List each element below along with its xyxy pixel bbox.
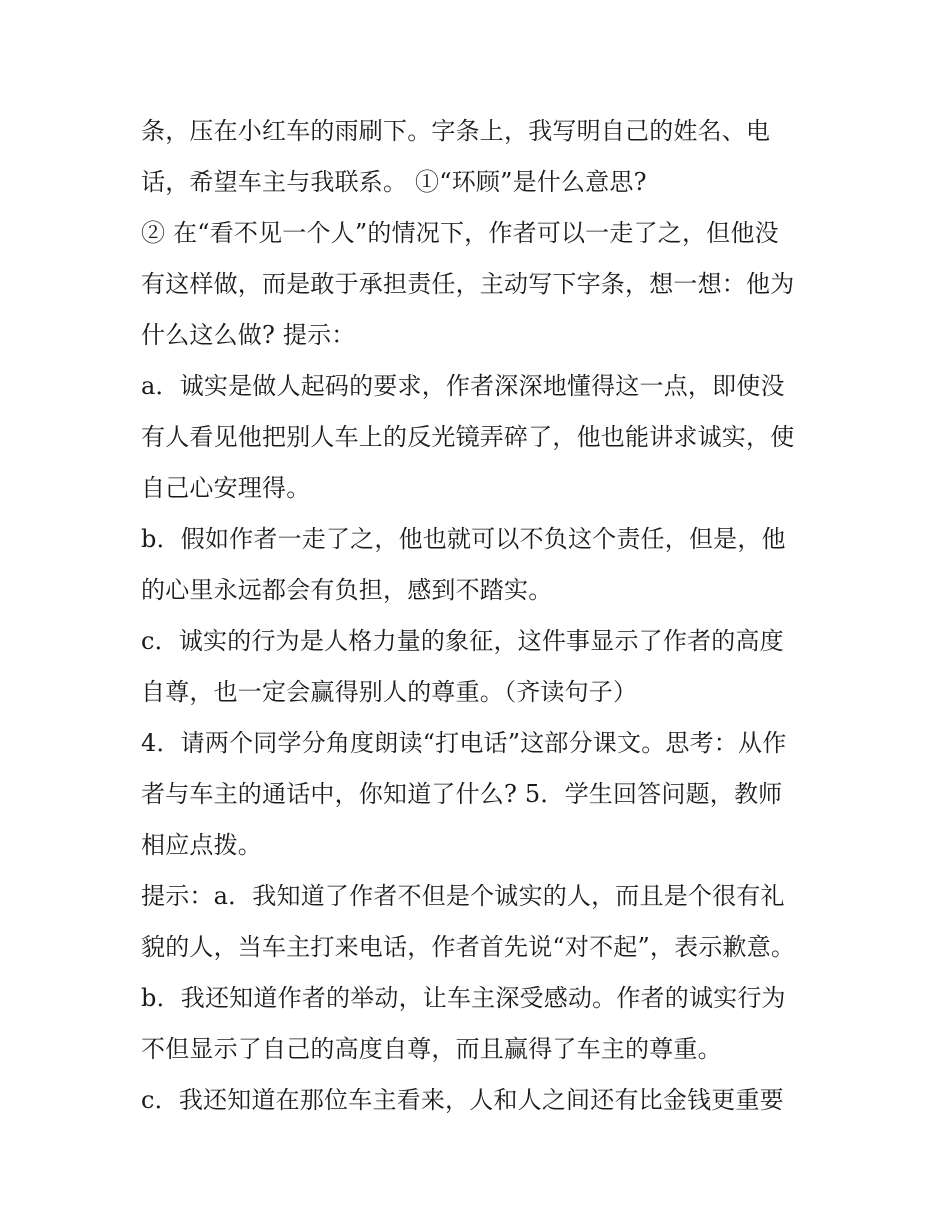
- text-line: 者与车主的通话中，你知道了什么? 5．学生回答问题，教师: [141, 780, 783, 808]
- text-line: b．假如作者一走了之，他也就可以不负这个责任，但是，他: [141, 525, 786, 553]
- text-line: 相应点拨。: [141, 831, 262, 859]
- document-body: [141, 106, 821, 1126]
- text-line: a．诚实是做人起码的要求，作者深深地懂得这一点，即使没: [141, 372, 785, 400]
- text-line: 有这样做，而是敢于承担责任，主动写下字条，想一想：他为: [141, 270, 795, 298]
- text-line: 有人看见他把别人车上的反光镜弄碎了，他也能讲求诚实，使: [141, 423, 795, 451]
- text-line: 自己心安理得。: [141, 474, 311, 502]
- text-line: 条，压在小红车的雨刷下。字条上，我写明自己的姓名、电: [141, 117, 771, 145]
- text-line: 不但显示了自己的高度自尊，而且赢得了车主的尊重。: [141, 1035, 722, 1063]
- text-line: c．我还知道在那位车主看来，人和人之间还有比金钱更重要: [141, 1086, 784, 1114]
- text-line: 的心里永远都会有负担，感到不踏实。: [141, 576, 553, 604]
- text-line: 提示：a．我知道了作者不但是个诚实的人，而且是个很有礼: [141, 882, 785, 910]
- text-line: ② 在“看不见一个人”的情况下，作者可以一走了之，但他没: [141, 219, 779, 247]
- text-line: 4．请两个同学分角度朗读“打电话”这部分课文。思考：从作: [141, 729, 787, 757]
- text-line: 话，希望车主与我联系。 ①“环顾”是什么意思?: [141, 168, 647, 196]
- text-line: 什么这么做? 提示：: [141, 321, 356, 349]
- text-line: 貌的人，当车主打来电话，作者首先说“对不起”，表示歉意。: [141, 933, 796, 961]
- text-line: 自尊，也一定会赢得别人的尊重。（齐读句子）: [141, 678, 638, 706]
- text-line: b．我还知道作者的举动，让车主深受感动。作者的诚实行为: [141, 984, 786, 1012]
- text-line: c．诚实的行为是人格力量的象征，这件事显示了作者的高度: [141, 627, 784, 655]
